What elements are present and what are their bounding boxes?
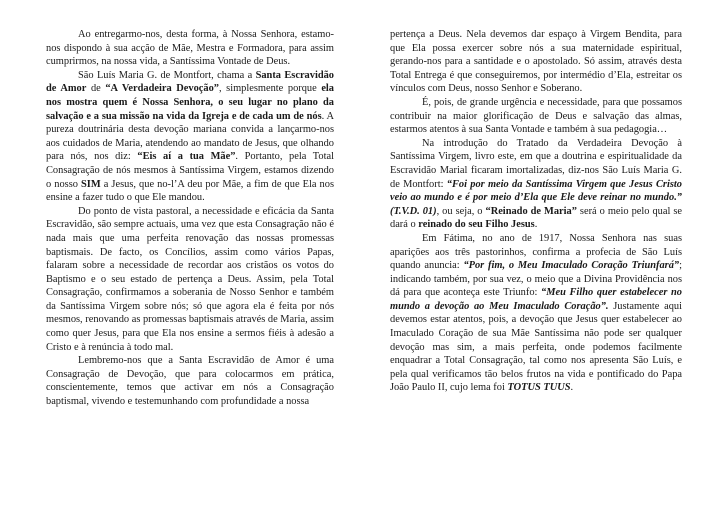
text-span: Na introdução do Tratado da Verdadeira Devoção à Santíssima Virgem, livro este, em que a doutrina e espiritualidade da Escravidão Marial ficaram imortalizadas, diz-nos São Luís Maria G. de Montfort: xyxy=(390,137,682,190)
text-span: . xyxy=(570,382,574,394)
text-span: a Jesus, que no-l’A deu por Mãe, a fim de que Ela nos ensine a fazer tudo o que Ele mandou. xyxy=(46,178,334,204)
right-paragraph-4 xyxy=(390,232,682,395)
text-span: , ou seja, o xyxy=(436,205,486,217)
text-span: Justamente aqui devemos estar atentos, pois, a devoção que Jesus quer estabelecer ao Imaculado Coração de sua Mãe Santíssima não pode ser qualquer devoção mas sim, a mais perfeita, onde podemos facilmente enquadrar a Total Consagração, tal como nos apresenta São Luís, e pela qual verificamos tão belos frutos na vida e pontificado do Papa João Paulo II, cujo lema foi xyxy=(390,300,682,394)
left-paragraph-1: Ao entregarmo-nos, desta forma, à Nossa Senhora, estamo-nos dispondo à sua acção de Mãe, Mestra e Formadora, para assim cumprirmos, na nossa vida, a Santíssima Vontade de Deus. xyxy=(46,29,334,68)
bold-span: “Reinado de Maria” xyxy=(485,205,577,217)
text-span: ; indicando também, por sua vez, o meio que a Divina Providência nos dá para que aconteça este Triunfo: xyxy=(390,260,682,299)
left-paragraph-4: Lembremo-nos que a Santa Escravidão de Amor é uma Consagração de Devoção, que para colocarmos em prática, conscientemente, temos que activar em nós a Consagração baptismal, vivendo e testemunhando com profundidade a nossa xyxy=(46,355,334,408)
bold-span: ela nos mostra quem é Nossa Senhora, o seu lugar no plano da salvação e a sua missão na vida da Igreja e de cada um de nós xyxy=(46,83,335,122)
text-span: . xyxy=(534,219,538,231)
bold-italic-span: “Meu Filho quer estabelecer no mundo a devoção ao Meu Imaculado Coração”. xyxy=(390,287,682,312)
bold-span: “Eis aí a tua Mãe” xyxy=(137,151,236,163)
bold-italic-span: “Por fim, o Meu Imaculado Coração Triunfará” xyxy=(463,260,680,272)
text-span: , simplesmente porque xyxy=(218,83,322,95)
left-paragraph-3: Do ponto de vista pastoral, a necessidade e eficácia da Santa Escravidão, são sempre actuais, uma vez que esta Consagração não é nada mais que uma perfeita renovação das nossas promessas baptismais. De facto, os Concílios, assim como vários Papas, falaram sobre a necessidade de recordar aos cristãos os votos do Baptismo e o seu estado de pertença a Deus. Assim, pela Total Consagração, confirmamos a soberania de Nosso Senhor e também da Santíssima Virgem sobre nós; só que agora ela é feita por nós mesmos, renovando as promessas baptismais através de Maria, assim como quer Jesus, para que Ela nos ensine a sermos fiéis à adesão a Cristo e à renúncia à todo mal. xyxy=(46,205,334,353)
text-span: São Luís Maria G. de Montfort, chama a xyxy=(78,69,256,81)
bold-italic-span: “Foi por meio da Santíssima Virgem que Jesus Cristo veio ao mundo e é por meio d’Ela que Ele deve reinar no mundo.” (T.V.D. 01) xyxy=(390,178,682,217)
bold-span: SIM xyxy=(81,178,101,190)
right-paragraph-3 xyxy=(390,137,682,232)
bold-italic-span: TOTUS TUUS xyxy=(507,382,571,394)
bold-span: Santa Escravidão de Amor xyxy=(46,69,334,95)
bold-span: “A Verdadeira Devoção” xyxy=(105,83,219,95)
text-span: . Portanto, pela Total Consagração de nós mesmos à Santíssima Virgem, estamos dizendo o nosso xyxy=(46,151,334,190)
text-span: . A pureza doutrinária desta devoção mariana convida a lançarmo-nos aos cuidados de Maria, atendendo ao mandato de Jesus, que olhando para nós, nos diz: xyxy=(46,110,334,163)
text-span: de xyxy=(86,83,106,95)
right-paragraph-1: pertença a Deus. Nela devemos dar espaço à Virgem Bendita, para que Ela possa exercer sobre nós a sua maternidade espiritual, gerando-nos para a santidade e o apostolado. Só assim, através desta Total Entrega é que conseguiremos, por intermédio d’Ela, estreitar os vínculos com Deus, nosso Senhor e Soberano. xyxy=(390,29,682,95)
right-paragraph-2: É, pois, de grande urgência e necessidade, para que possamos contribuir na maior glorificação de Deus e salvação das almas, estarmos atentos à sua Santa Vontade e também à sua pedagogia… xyxy=(390,96,682,136)
right-column xyxy=(390,28,682,395)
bold-span: reinado do seu Filho Jesus xyxy=(418,219,535,231)
text-span: será o meio pelo qual se dará o xyxy=(390,205,682,231)
left-column xyxy=(46,28,334,409)
text-span: Em Fátima, no ano de 1917, Nossa Senhora nas suas aparições aos três pastorinhos, confirma a profecia de São Luís quando anuncia: xyxy=(390,232,682,272)
left-paragraph-2 xyxy=(46,69,334,205)
